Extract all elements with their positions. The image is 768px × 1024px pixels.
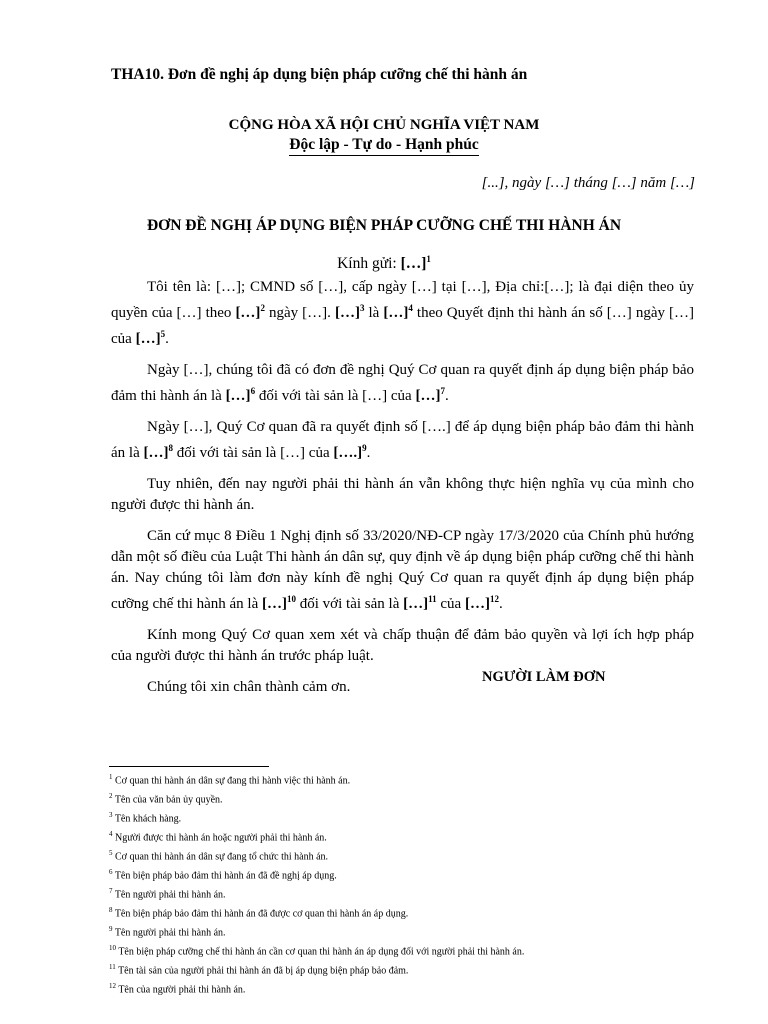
text-run: đối với tài sản là […] của [172,445,334,461]
paragraph-identity [111,277,694,350]
footnote-item [109,941,709,960]
paragraph-legal-basis [111,526,694,615]
footnote-text: Tên người phải thi hành án. [112,927,226,939]
paragraph-thanks: Chúng tôi xin chân thành cảm ơn. [147,679,351,695]
footnote-item [109,789,709,808]
paragraph-non-compliance: Tuy nhiên, đến nay người phải thi hành án vẫn không thực hiện nghĩa vụ của mình cho người được thi hành án. [111,476,694,513]
text-run: đối với tài sản là […] của [255,388,416,404]
footnote-text: Tên tài sản của người phải thi hành án đã bị áp dụng biện pháp bảo đảm. [115,965,409,977]
footnote-ref: 7 [440,386,445,396]
footnote-item [109,827,709,846]
footnote-ref: 1 [426,254,431,264]
placeholder: […] [225,388,251,404]
footnote-number: 9 [109,925,113,934]
text-run: Tôi tên là: […]; CMND số […], cấp ngày […] tại […], Địa chỉ:[…]; là đại diện theo ủy quyền của […] theo [111,279,694,321]
text-run: . [366,445,371,461]
national-motto [0,136,768,156]
placeholder: […] [415,388,441,404]
footnote-number: 11 [109,963,116,972]
footnote-ref: 4 [408,303,413,313]
footnote-number: 7 [109,887,113,896]
paragraph-request: Kính mong Quý Cơ quan xem xét và chấp thuận để đảm bảo quyền và lợi ích hợp pháp của người được thi hành án trước pháp luật. [111,627,694,664]
footnote-item [109,865,709,884]
footnote-number: 5 [109,849,113,858]
placeholder: […] [334,305,360,321]
footnote-text: Tên biện pháp bảo đảm thi hành án đã đề nghị áp dụng. [112,870,337,882]
text-run: của [436,596,465,612]
placeholder: […] [464,596,490,612]
footnote-ref: 3 [359,303,365,313]
text-run: . [498,596,503,612]
footnote-ref: 9 [362,443,367,453]
placeholder: […] [143,445,169,461]
letter-body [111,277,694,708]
footnote-number: 12 [109,982,116,991]
footnote-item [109,846,709,865]
paragraph-prior-request [111,360,694,407]
footnote-item [109,884,709,903]
footnote-number: 4 [109,830,113,839]
footnote-text: Tên của văn bản ủy quyền. [112,794,223,806]
text-run: ngày […]. [264,305,335,321]
footnote-item [109,979,709,998]
text-run: Ngày […], chúng tôi đã có đơn đề nghị Quý Cơ quan ra quyết định áp dụng biện pháp bảo đảm thi hành án là [111,362,694,404]
footnote-separator [109,766,269,767]
footnote-ref: 12 [489,594,499,604]
footnote-number: 3 [109,811,113,820]
national-name: CỘNG HÒA XÃ HỘI CHỦ NGHĨA VIỆT NAM [228,117,540,133]
footnote-item [109,770,709,789]
text-run: . [165,331,169,347]
footnote-ref: 11 [428,594,437,604]
footnote-number: 8 [109,906,113,915]
footnote-text: Tên biện pháp bảo đảm thi hành án đã được cơ quan thi hành án áp dụng. [112,908,409,920]
footnote-text: Người được thi hành án hoặc người phải thi hành án. [112,832,327,844]
footnote-item [109,808,709,827]
text-run: đối với tài sản là [296,596,404,612]
signer-label: NGƯỜI LÀM ĐƠN [482,669,606,685]
recipient-placeholder: […] [400,255,427,273]
paragraph-decision [111,417,694,464]
text-run: Căn cứ mục 8 Điều 1 Nghị định số 33/2020/NĐ-CP ngày 17/3/2020 của Chính phủ hướng dẫn một số điều của Luật Thi hành án dân sự, quy định về áp dụng biện pháp cưỡng chế thi hành án. Nay chúng tôi làm đơn này kính đề nghị Quý Cơ quan ra quyết định áp dụng biện pháp cưỡng chế thi hành án là [111,528,694,612]
text-run: . [444,388,449,404]
footnote-ref: 10 [287,594,297,604]
footnote-list [109,770,709,998]
date-line: [...], ngày […] tháng […] năm […] [481,175,695,191]
recipient-line [0,254,768,273]
footnote-ref: 2 [260,303,265,313]
text-run: Ngày […], Quý Cơ quan đã ra quyết định số [….] để áp dụng biện pháp bảo đảm thi hành án là [111,419,694,461]
footnote-text: Tên khách hàng. [112,813,182,825]
footnote-text: Cơ quan thi hành án dân sự đang thi hành việc thi hành án. [112,775,351,787]
footnote-ref: 5 [160,329,166,339]
text-run: là [364,305,384,321]
footnote-number: 10 [109,944,116,953]
footnote-number: 6 [109,868,113,877]
footnote-number: 1 [109,773,113,781]
footnote-text: Cơ quan thi hành án dân sự đang tổ chức thi hành án. [112,851,329,863]
placeholder: […] [135,331,161,347]
recipient-prefix: Kính gửi: [337,255,401,273]
placeholder: […] [262,596,288,612]
footnote-number: 2 [109,792,113,801]
footnote-item [109,903,709,922]
footnote-text: Tên người phải thi hành án. [112,889,226,901]
placeholder: […] [383,305,409,321]
footnote-item [109,922,709,941]
placeholder: [….] [333,445,363,461]
national-motto-text: Độc lập - Tự do - Hạnh phúc [289,136,478,156]
form-heading: ĐƠN ĐỀ NGHỊ ÁP DỤNG BIỆN PHÁP CƯỠNG CHẾ THI HÀNH ÁN [146,217,622,234]
footnote-text: Tên biện pháp cưỡng chế thi hành án cần cơ quan thi hành án áp dụng đối với người phải thi hành án. [116,946,525,958]
placeholder: […] [403,596,429,612]
footnote-item [109,960,709,979]
footnote-text: Tên của người phải thi hành án. [116,984,246,996]
text-run: theo Quyết định thi hành án số […] ngày […] của [111,305,694,347]
footnote-ref: 6 [250,386,256,396]
footnote-ref: 8 [168,443,173,453]
document-title: THA10. Đơn đề nghị áp dụng biện pháp cưỡng chế thi hành án [111,66,528,83]
placeholder: […] [235,305,261,321]
